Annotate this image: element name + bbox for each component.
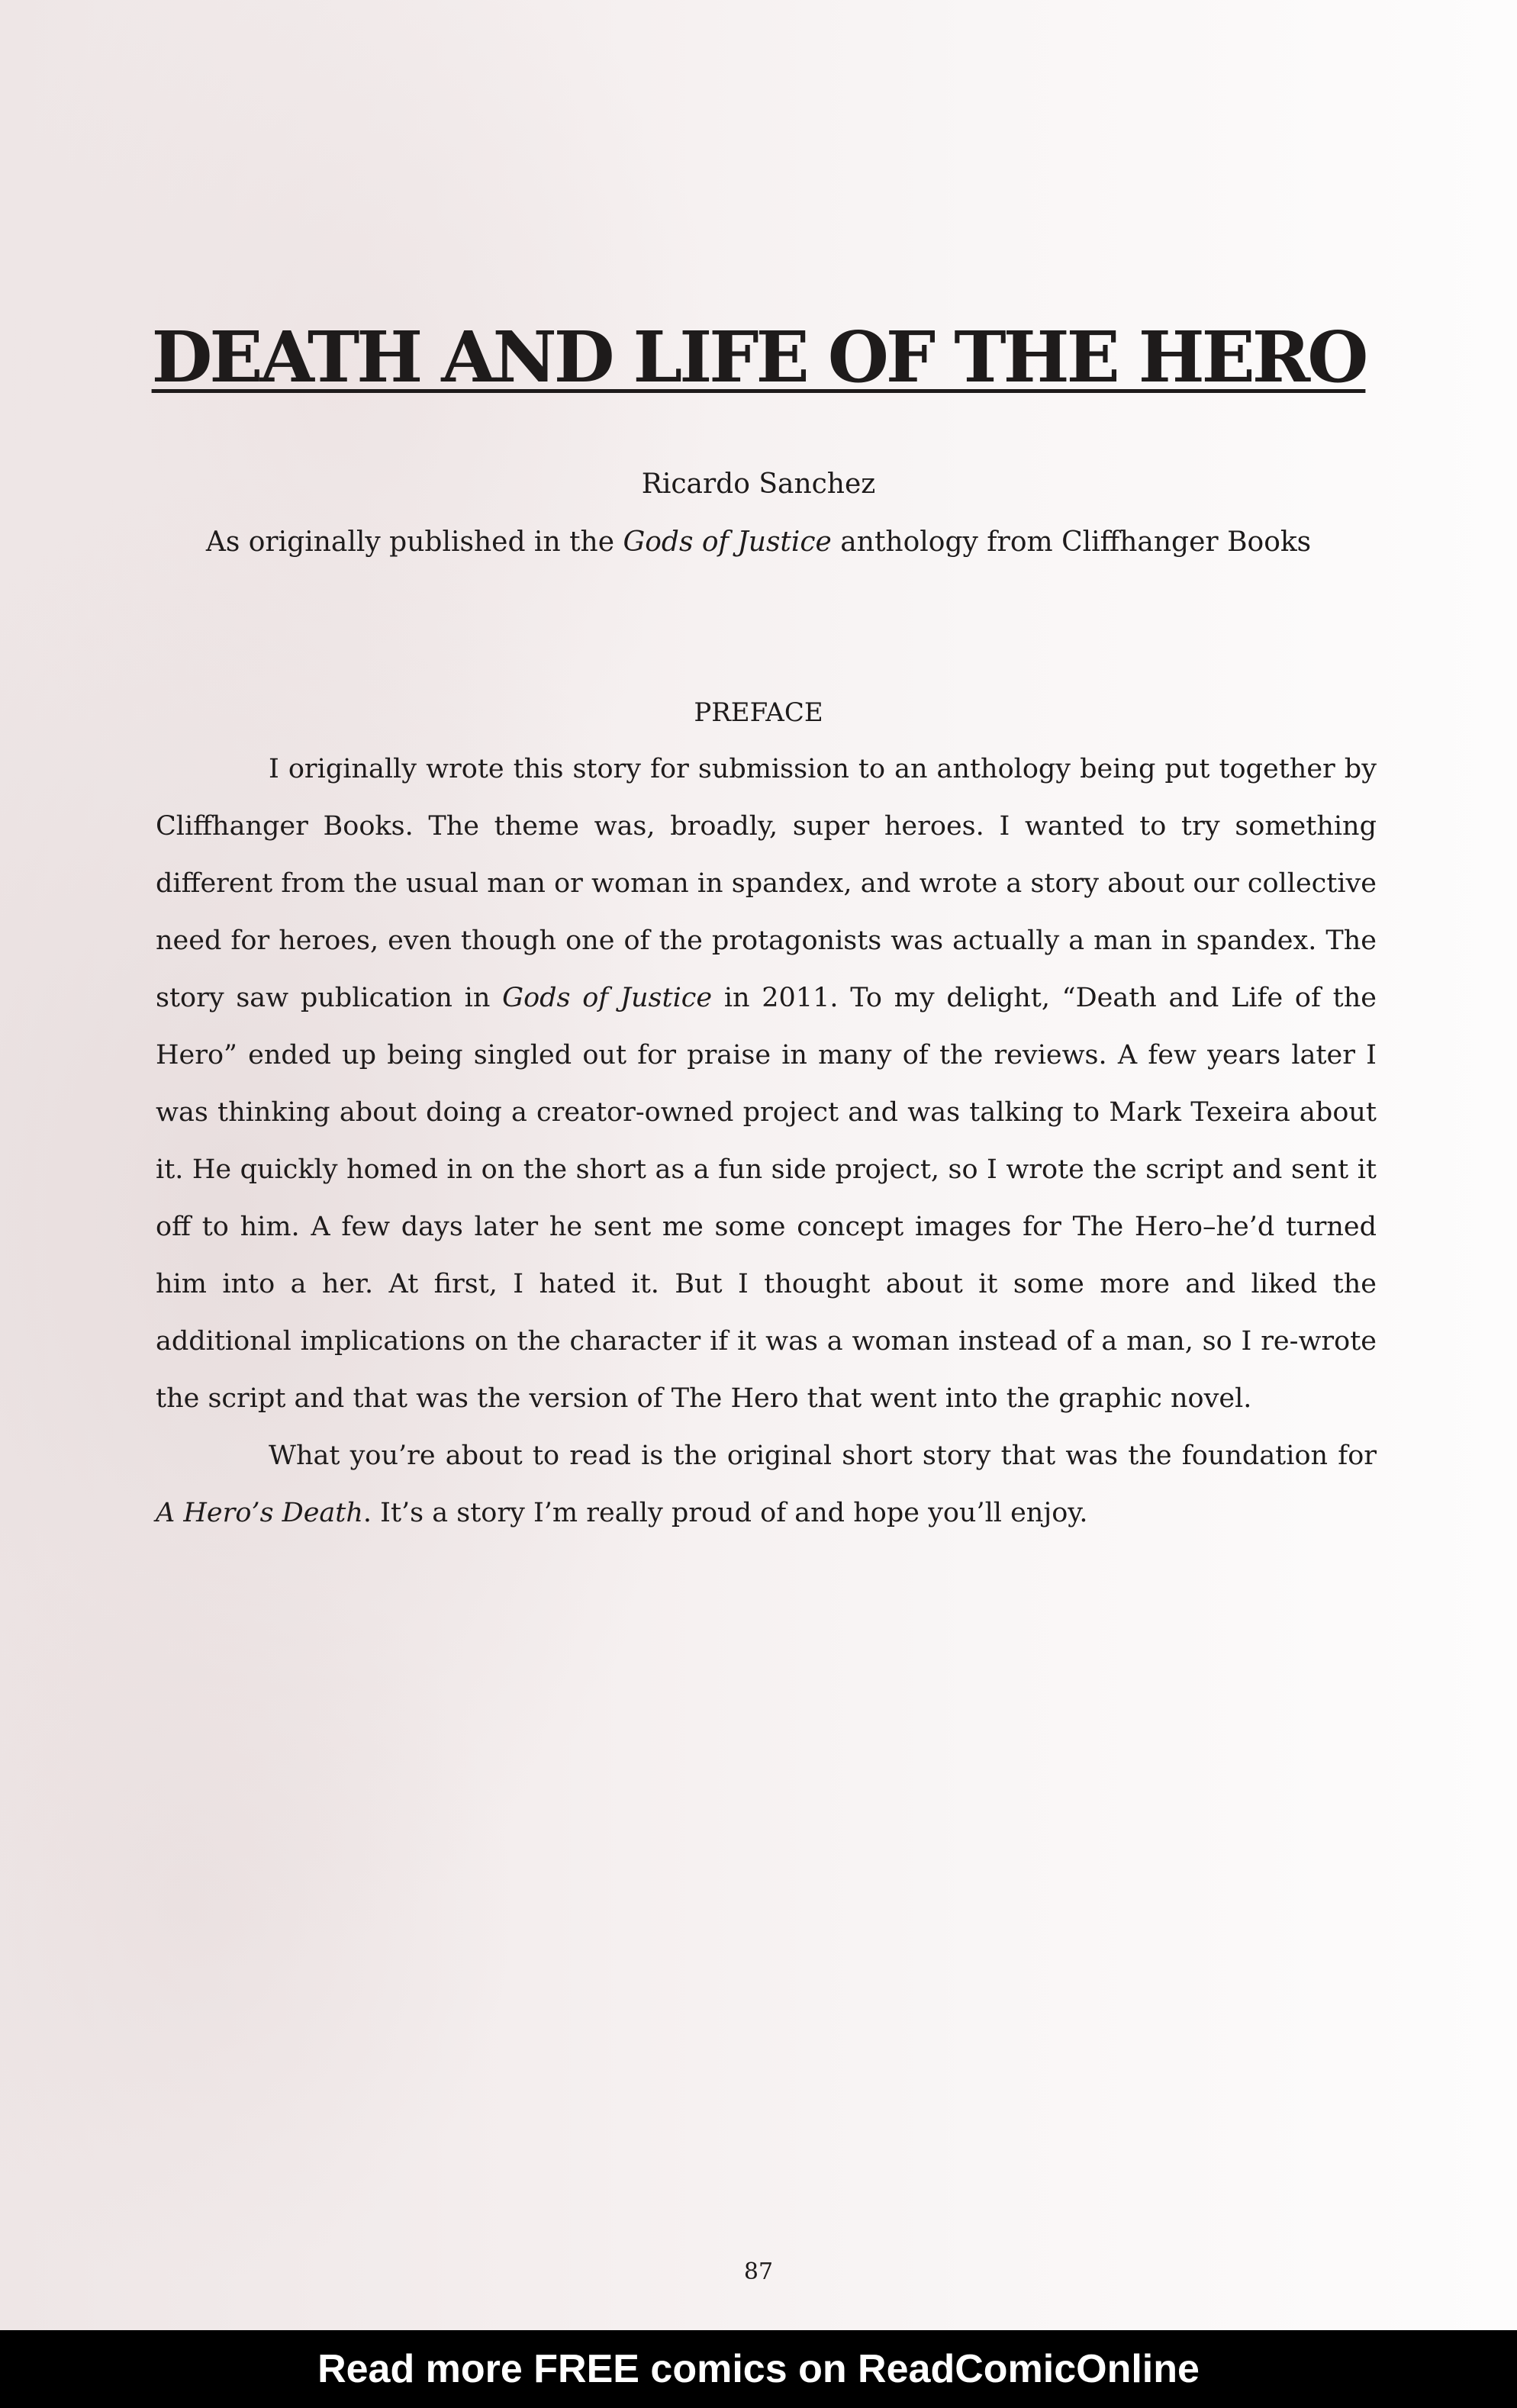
promo-banner[interactable] [0, 2330, 1517, 2408]
document-title [0, 304, 1517, 410]
document-title-text: DEATH AND LIFE OF THE HERO [151, 316, 1366, 398]
author-name: Ricardo Sanchez [641, 468, 876, 500]
paragraph [156, 1428, 1377, 1542]
publication-note-prefix: As originally published in the [205, 526, 623, 558]
publication-note-suffix: anthology from Cliffhanger Books [831, 526, 1312, 558]
publication-anthology-title: Gods of Justice [623, 526, 832, 558]
paragraph-text: I originally wrote this story for submission to an anthology being put together by Cliffhanger Books. The theme was, broadly, super heroes. I wanted to try something different from the usual man or woman in spandex, and wrote a story about our collective need for heroes, even though one of the protagonists was actually a man in spandex. The story saw publication in [156, 754, 1377, 1013]
promo-banner-text[interactable]: Read more FREE comics on ReadComicOnline [317, 2347, 1200, 2391]
paragraph-italic-title: A Hero’s Death [156, 1498, 363, 1528]
paragraph-text: in 2011. To my delight, “Death and Life of the Hero” ended up being singled out for praise in many of the reviews. A few years later I was thinking about doing a creator-owned project and was talking to Mark Texeira about it. He quickly homed in on the short as a fun side project, so I wrote the script and sent it off to him. A few days later he sent me some concept images for The Hero–he’d turned him into a her. At first, I hated it. But I thought about it some more and liked the additional implications on the character if it was a woman instead of a man, so I re-wrote the script and that was the version of The Hero that went into the graphic novel. [156, 983, 1377, 1414]
publication-note [0, 520, 1517, 565]
page-number: 87 [743, 2258, 774, 2285]
preface-body [156, 741, 1377, 1542]
paragraph [156, 741, 1377, 1428]
paragraph-text: What you’re about to read is the original short story that was the foundation for [269, 1441, 1377, 1471]
paragraph-italic-title: Gods of Justice [502, 983, 713, 1013]
section-heading: PREFACE [694, 697, 823, 728]
paragraph-text: . It’s a story I’m really proud of and hope you’ll enjoy. [362, 1498, 1088, 1528]
